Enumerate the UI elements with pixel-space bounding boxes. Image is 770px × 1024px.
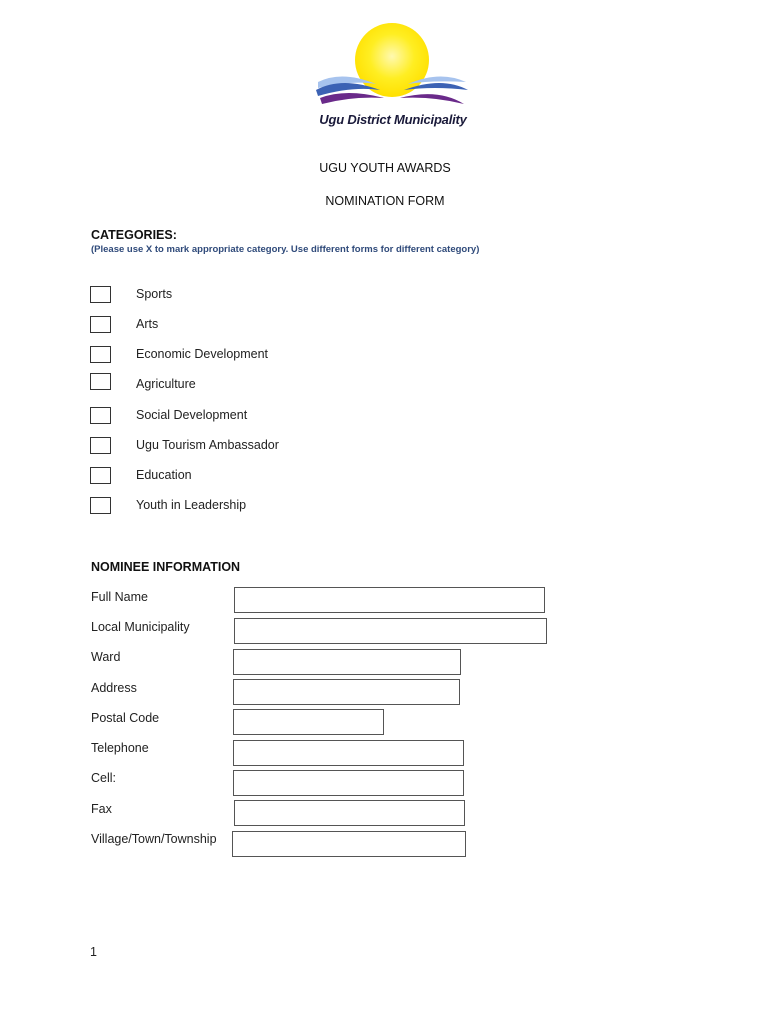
category-row-arts (90, 316, 490, 334)
ward-label: Ward (91, 650, 121, 664)
form-subtitle: NOMINATION FORM (325, 194, 445, 208)
page-number: 1 (90, 945, 97, 959)
category-row-ugu-tourism-ambassador (90, 437, 490, 455)
local-municipality-field[interactable] (234, 618, 547, 644)
category-row-economic-development (90, 346, 490, 364)
full-name-field[interactable] (234, 587, 545, 613)
cell-label: Cell: (91, 771, 117, 785)
wave-right-purple (400, 94, 464, 104)
cell-field[interactable] (233, 770, 464, 796)
category-checkbox-agriculture[interactable] (90, 373, 111, 390)
village-town-township-label: Village/Town/Township (91, 832, 217, 846)
category-checkbox-economic-development[interactable] (90, 346, 111, 363)
category-checkbox-education[interactable] (90, 467, 111, 484)
category-label: Ugu Tourism Ambassador (136, 438, 279, 452)
categories-note: (Please use X to mark appropriate category. Use different forms for different category) (91, 244, 480, 255)
wave-left-purple (320, 93, 384, 104)
form-title: UGU YOUTH AWARDS (319, 161, 451, 175)
category-label: Youth in Leadership (136, 498, 247, 512)
address-label: Address (91, 681, 137, 695)
category-label: Economic Development (136, 347, 269, 361)
category-label: Arts (136, 317, 159, 331)
local-municipality-label: Local Municipality (91, 620, 190, 634)
fax-field[interactable] (234, 800, 465, 826)
address-field[interactable] (233, 679, 460, 705)
village-town-township-field[interactable] (232, 831, 466, 857)
category-checkbox-arts[interactable] (90, 316, 111, 333)
category-checkbox-ugu-tourism-ambassador[interactable] (90, 437, 111, 454)
fax-label: Fax (91, 802, 112, 816)
nominee-heading: NOMINEE INFORMATION (91, 560, 241, 574)
telephone-field[interactable] (233, 740, 464, 766)
categories-heading: CATEGORIES: (91, 228, 177, 242)
category-row-agriculture (90, 373, 490, 391)
category-row-sports (90, 286, 490, 304)
ward-field[interactable] (233, 649, 461, 675)
logo-text: Ugu District Municipality (319, 112, 467, 127)
category-label: Agriculture (136, 377, 196, 391)
postal-code-label: Postal Code (91, 711, 160, 725)
category-label: Sports (136, 287, 173, 301)
category-label: Social Development (136, 408, 248, 422)
category-checkbox-social-development[interactable] (90, 407, 111, 424)
category-checkbox-youth-in-leadership[interactable] (90, 497, 111, 514)
category-row-youth-in-leadership (90, 497, 490, 515)
category-row-education (90, 467, 490, 485)
category-row-social-development (90, 407, 490, 425)
postal-code-field[interactable] (233, 709, 384, 735)
full-name-label: Full Name (91, 590, 148, 604)
category-checkbox-sports[interactable] (90, 286, 111, 303)
category-label: Education (136, 468, 192, 482)
telephone-label: Telephone (91, 741, 149, 755)
